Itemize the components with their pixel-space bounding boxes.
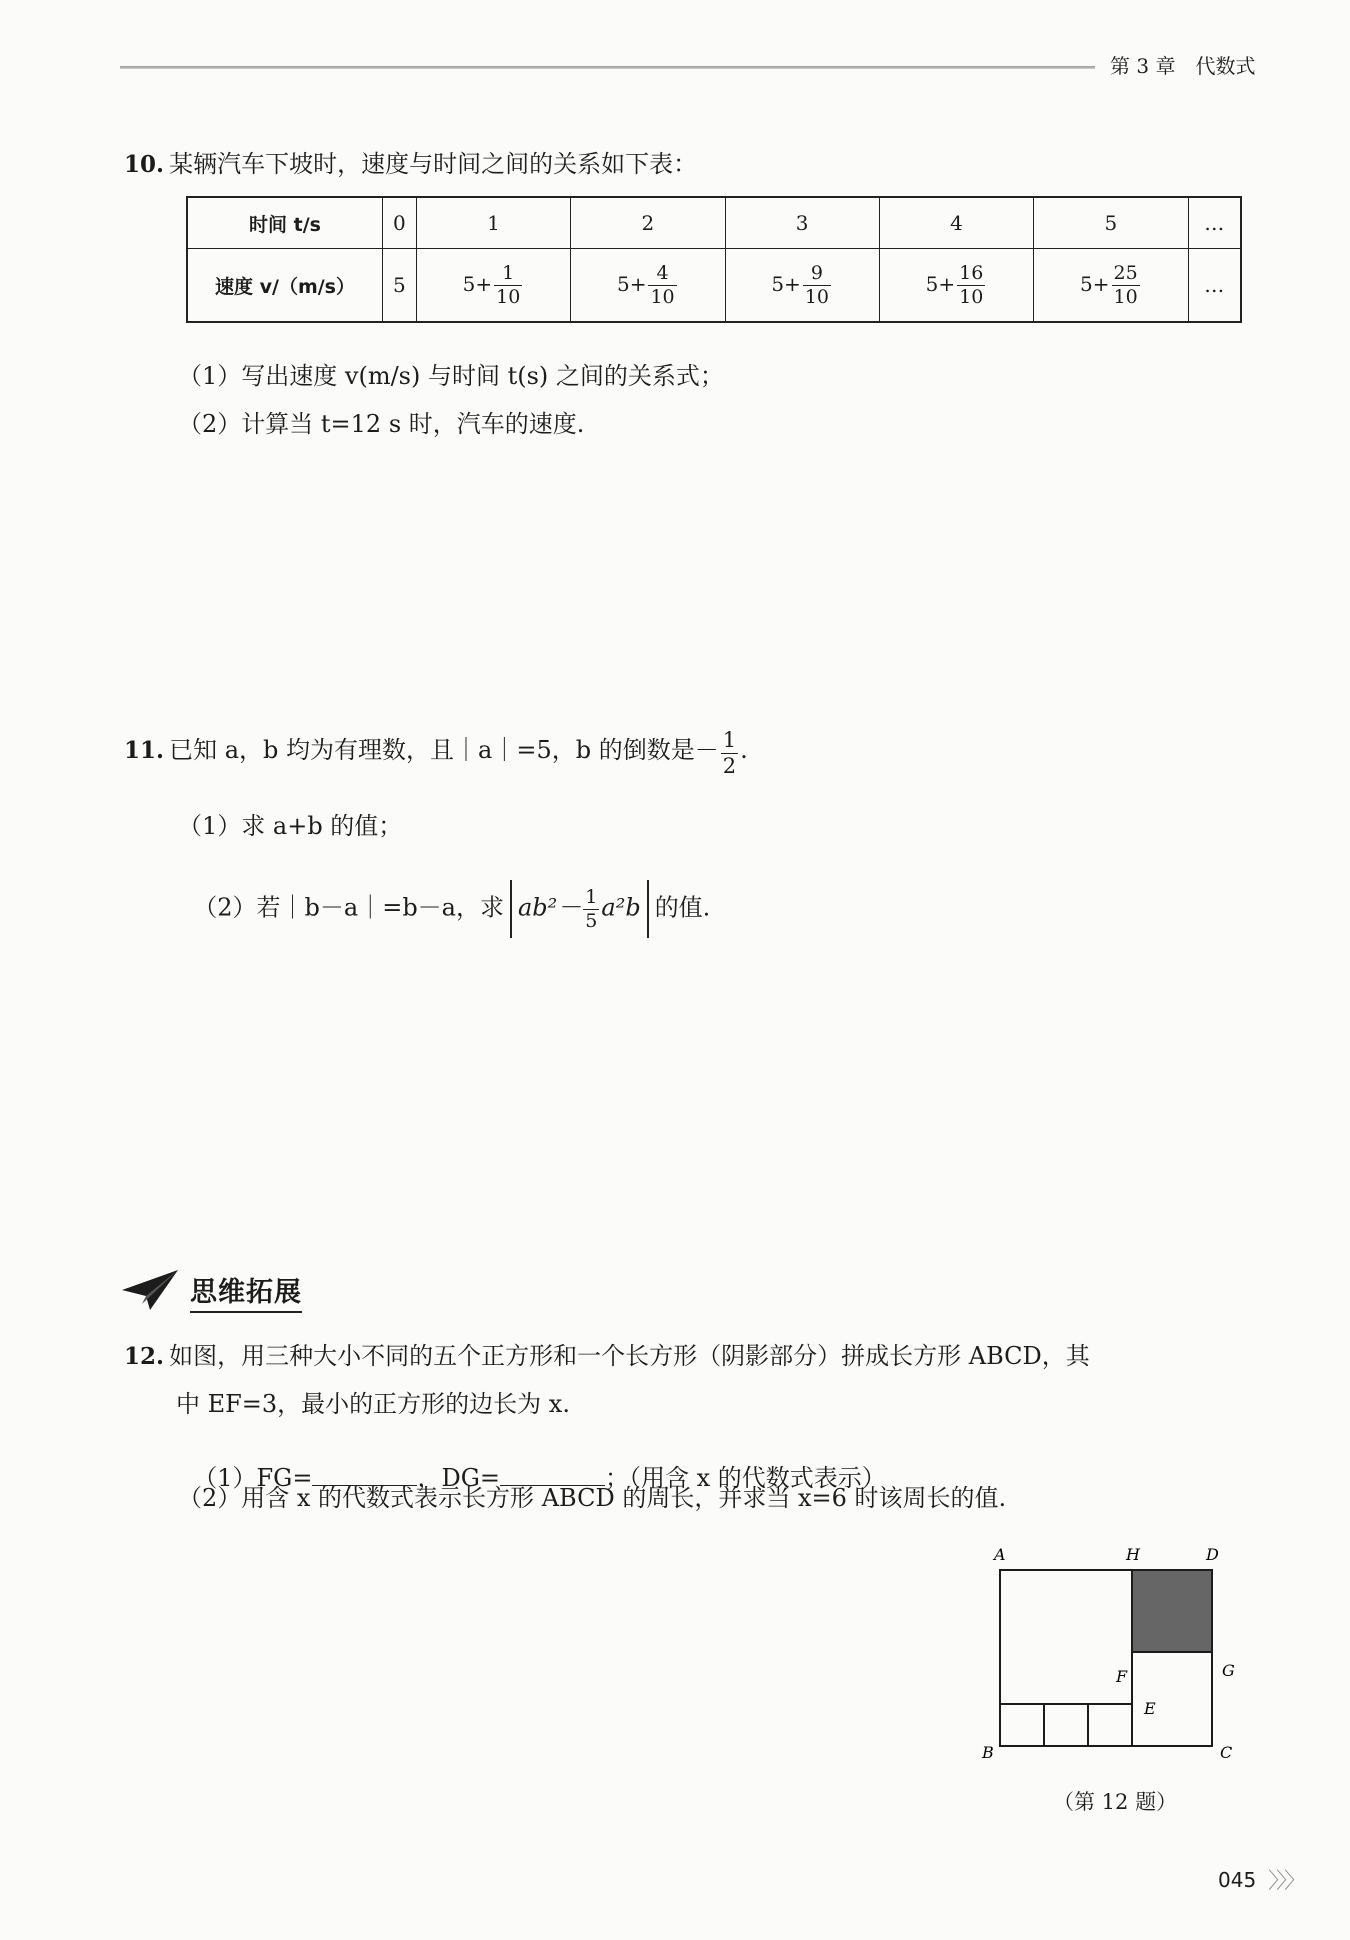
q11-sub2: （2）若｜b－a｜=b－a，求 ab²－ $\frac{1}{5}$ a²b 的值. [178,852,710,938]
abs-bar-right [647,880,649,938]
label-B: B [982,1743,994,1762]
question-number: 11. [124,737,165,764]
time-cell: 3 [725,197,879,249]
label-F: F [1116,1667,1128,1686]
chapter-title: 第 3 章 代数式 [1110,54,1256,78]
speed-cell: 5+ $\frac{25}{10}$ [1034,249,1188,323]
q10-sub1: （1）写出速度 v(m/s) 与时间 t(s) 之间的关系式； [178,362,724,390]
speed-row [187,249,1241,323]
time-cell: … [1188,197,1241,249]
label-D: D [1206,1545,1219,1564]
question-12 [124,1336,1090,1371]
rectangle-figure [972,1540,1242,1774]
question-11: 11. 已知 a，b 均为有理数，且｜a｜=5，b 的倒数是－ $\frac{1}{2}$ . [124,728,748,778]
question-number: 12. [124,1343,165,1370]
time-cell: 1 [416,197,570,249]
speed-cell: 5+ $\frac{1}{10}$ [416,249,570,323]
time-cell: 4 [879,197,1033,249]
speed-cell: 5+ $\frac{9}{10}$ [725,249,879,323]
page-arrows: 〉〉〉 [1268,1869,1304,1894]
q12-sub1: （1）FG= ，DG= ；（用含 x 的代数式表示） [193,1464,886,1492]
time-cell: 2 [571,197,725,249]
speed-cell: … [1188,249,1241,323]
speed-cell: 5 [383,249,417,323]
q12-sub2: （2）用含 x 的代数式表示长方形 ABCD 的周长，并求当 x=6 时该周长的值. [178,1484,1007,1512]
question-text: 如图，用三种大小不同的五个正方形和一个长方形（阴影部分）拼成长方形 ABCD，其 [169,1342,1090,1370]
speed-cell: 5+ $\frac{4}{10}$ [571,249,725,323]
paper-plane-icon [120,1266,180,1316]
label-G: G [1222,1661,1235,1680]
question-10 [124,144,697,179]
label-C: C [1220,1743,1233,1762]
question-number: 10. [124,151,165,178]
question-text: 某辆汽车下坡时，速度与时间之间的关系如下表： [169,150,698,178]
q10-sub2: （2）计算当 t=12 s 时，汽车的速度. [178,410,585,438]
section-title: 思维拓展 [190,1270,302,1313]
time-cell: 0 [383,197,417,249]
time-header: 时间 t/s [187,197,383,249]
q11-sub1: （1）求 a+b 的值； [178,812,403,840]
label-E: E [1144,1699,1156,1718]
speed-header: 速度 v/（m/s） [187,249,383,323]
label-A: A [994,1545,1006,1564]
question-text: 已知 a，b 均为有理数，且｜a｜=5，b 的倒数是－ [169,736,719,764]
abs-bar-left [510,880,512,938]
fraction: $\frac{1}{2}$ [722,728,737,778]
question-text-line2: 中 EF=3，最小的正方形的边长为 x. [176,1390,570,1418]
figure-caption: （第 12 题） [1053,1790,1178,1814]
time-cell: 5 [1034,197,1188,249]
header-rule [120,66,1095,69]
time-row [187,197,1241,249]
label-H: H [1126,1545,1140,1564]
page-number: 045 [1218,1868,1257,1892]
speed-cell: 5+ $\frac{16}{10}$ [879,249,1033,323]
speed-time-table [186,196,1242,323]
